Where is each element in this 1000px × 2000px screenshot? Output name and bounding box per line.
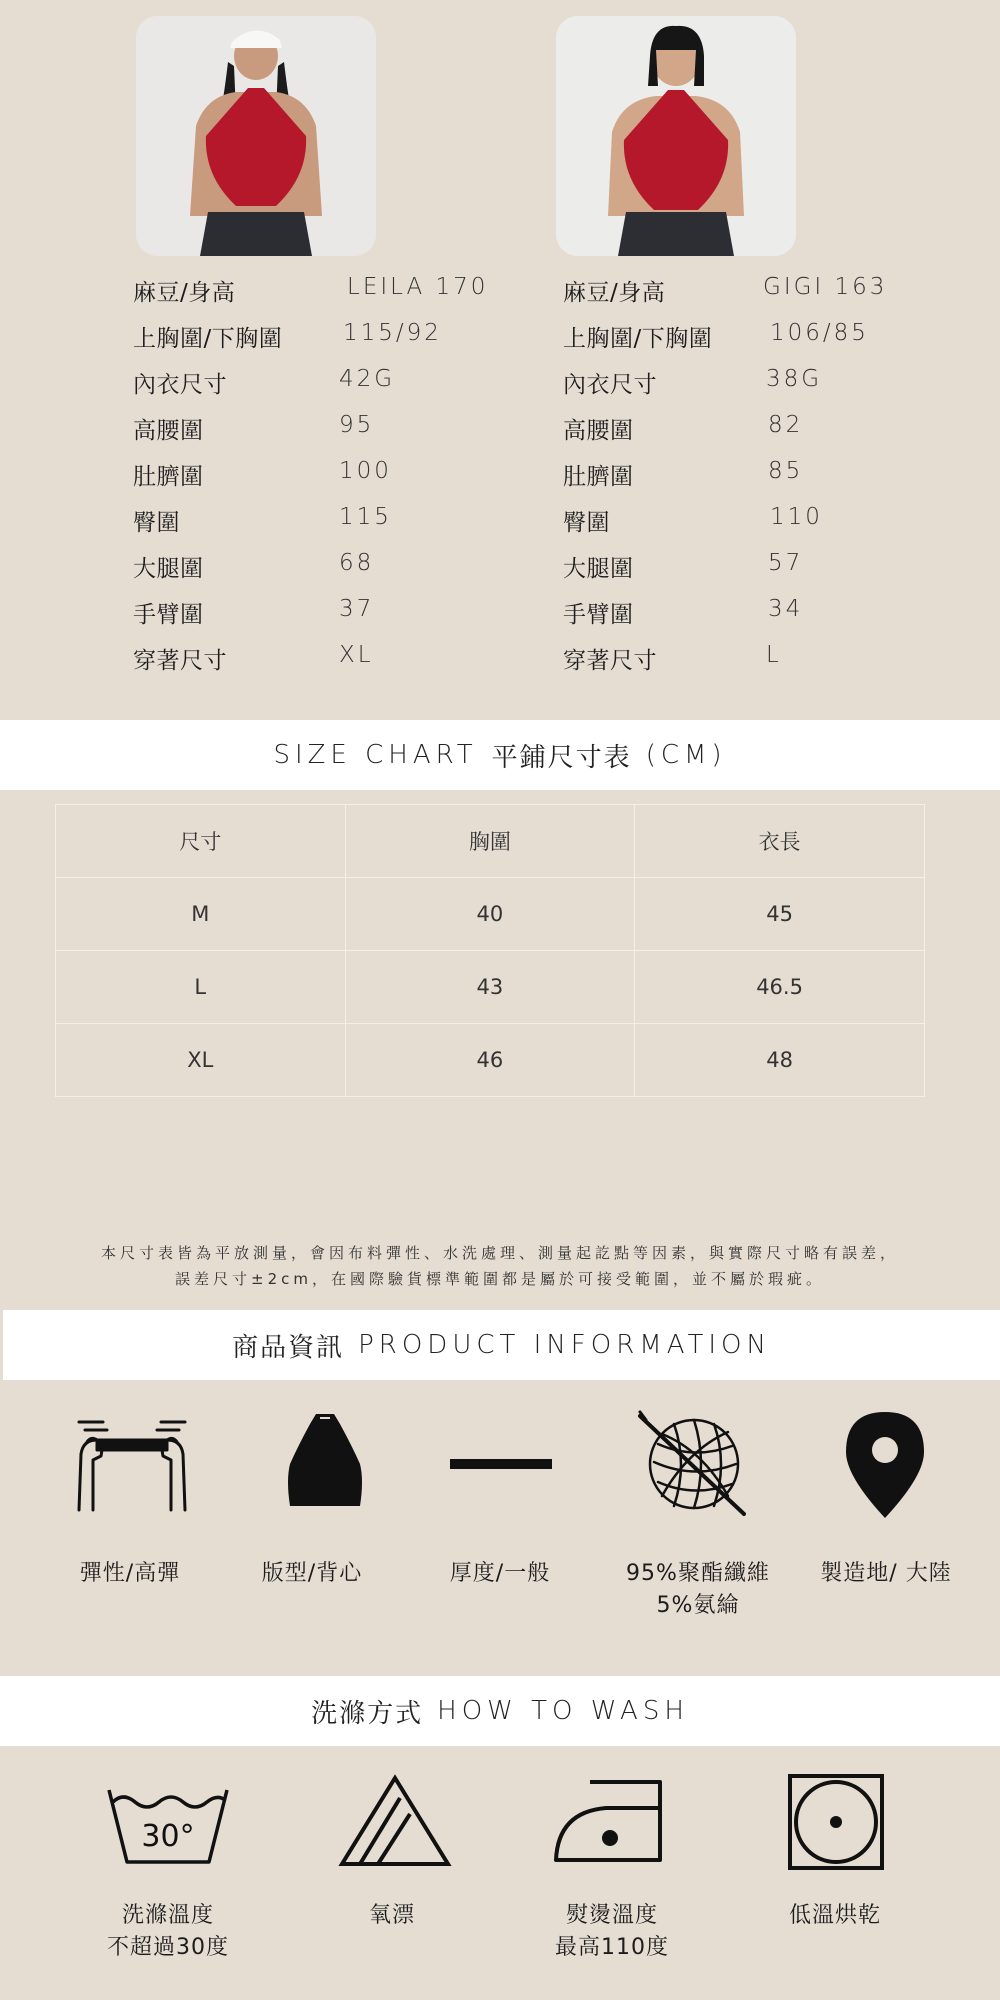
measurement-row: [563, 412, 963, 458]
measurement-row: [563, 642, 963, 688]
iron-icon: [550, 1772, 680, 1872]
note-line: 誤差尺寸±2cm，在國際驗貨標準範圍都是屬於可接受範圍，並不屬於瑕疵。: [175, 1270, 825, 1288]
measurement-value: GIGI 163: [763, 274, 888, 300]
measurement-value: 38G: [766, 366, 823, 392]
size-tolerance-note: [20, 1240, 980, 1292]
measurement-value: 37: [339, 596, 375, 622]
measurement-value: XL: [339, 642, 374, 668]
measurement-value: 100: [339, 458, 392, 484]
product-info-item: [212, 1558, 412, 1590]
table-header-row: [56, 805, 925, 878]
wash-label: 洗滌溫度: [121, 1903, 214, 1928]
measurement-value: 115: [339, 504, 392, 530]
table-cell: 40: [345, 878, 635, 951]
table-cell: L: [56, 951, 346, 1024]
measurement-row: [133, 412, 533, 458]
stretch-fabric-icon: [67, 1410, 197, 1520]
table-row: [56, 951, 925, 1024]
table-row: [56, 1024, 925, 1097]
product-info-item: [598, 1558, 798, 1622]
product-info-label: 製造地/ 大陸: [820, 1561, 952, 1586]
measurement-row: [133, 504, 533, 550]
table-cell: 46: [345, 1024, 635, 1097]
measurement-value: 57: [768, 550, 804, 576]
table-cell: XL: [56, 1024, 346, 1097]
wash-title-en: HOW TO WASH: [437, 1696, 689, 1726]
column-header-chest: 胸圍: [345, 805, 635, 878]
wash-item: [68, 1900, 268, 1964]
measurement-row: [563, 320, 963, 366]
measurement-label: 麻豆/身高: [563, 280, 666, 306]
measurement-row: [133, 320, 533, 366]
measurement-row: [133, 596, 533, 642]
wash-label: 熨燙溫度: [565, 1903, 658, 1928]
product-info-header: [3, 1310, 1000, 1380]
measurement-row: [563, 366, 963, 412]
measurement-value: 115/92: [343, 320, 442, 346]
wash-label-secondary: 最高110度: [555, 1935, 669, 1960]
halter-top-icon: [260, 1410, 390, 1520]
measurement-label: 麻豆/身高: [133, 280, 236, 306]
measurement-row: [563, 274, 963, 320]
measurement-value: 110: [770, 504, 823, 530]
measurement-label: 臀圍: [133, 510, 180, 536]
wash-header: [0, 1676, 1000, 1746]
measurement-row: [133, 366, 533, 412]
measurement-row: [563, 458, 963, 504]
measurement-row: [133, 550, 533, 596]
wash-label: 氧漂: [368, 1903, 415, 1928]
measurement-label: 大腿圍: [563, 556, 634, 582]
wash-label-secondary: 不超過30度: [107, 1935, 229, 1960]
product-info-label-secondary: 5%氨綸: [656, 1593, 740, 1618]
model-measurements-leila: [133, 274, 533, 688]
measurement-value: LEILA 170: [347, 274, 489, 300]
measurement-label: 大腿圍: [133, 556, 204, 582]
measurement-label: 高腰圍: [563, 418, 634, 444]
size-chart-unit: (CM): [645, 740, 727, 770]
measurement-label: 肚臍圍: [133, 464, 204, 490]
measurement-row: [563, 504, 963, 550]
product-info-label: 厚度/一般: [449, 1561, 551, 1586]
size-chart-title-cn: 平鋪尺寸表: [491, 742, 632, 773]
measurement-label: 穿著尺寸: [133, 648, 227, 674]
wash-item: [512, 1900, 712, 1964]
tumble-dry-low-icon: [770, 1772, 900, 1872]
measurement-label: 手臂圍: [563, 602, 634, 628]
measurement-value: 95: [339, 412, 375, 438]
measurement-value: 42G: [339, 366, 396, 392]
model-measurements-gigi: [563, 274, 963, 688]
table-cell: 45: [635, 878, 925, 951]
measurement-value: 85: [768, 458, 804, 484]
column-header-length: 衣長: [635, 805, 925, 878]
bleach-triangle-icon: [330, 1772, 460, 1872]
table-row: [56, 878, 925, 951]
measurement-label: 穿著尺寸: [563, 648, 657, 674]
measurement-row: [133, 642, 533, 688]
measurement-label: 肚臍圍: [563, 464, 634, 490]
measurement-value: 34: [768, 596, 804, 622]
yarn-ball-icon: [632, 1410, 762, 1520]
measurement-value: 82: [768, 412, 804, 438]
product-info-item: [400, 1558, 600, 1590]
size-chart-table: [55, 804, 925, 1097]
table-cell: 43: [345, 951, 635, 1024]
product-info-item: [30, 1558, 230, 1590]
measurement-label: 手臂圍: [133, 602, 204, 628]
measurement-value: 106/85: [770, 320, 869, 346]
measurement-label: 內衣尺寸: [133, 372, 227, 398]
product-info-label: 95%聚酯纖維: [626, 1561, 770, 1586]
location-pin-icon: [820, 1410, 950, 1520]
measurement-row: [563, 550, 963, 596]
table-cell: 48: [635, 1024, 925, 1097]
note-line: 本尺寸表皆為平放測量，會因布料彈性、水洗處理、測量起訖點等因素，與實際尺寸略有誤差，: [100, 1244, 899, 1262]
thickness-line-icon: [436, 1410, 566, 1520]
wash-temperature-text: 30°: [141, 1819, 195, 1854]
product-info-label: 版型/背心: [261, 1561, 363, 1586]
wash-item: [735, 1900, 935, 1932]
size-chart-title-en: SIZE CHART: [273, 740, 478, 770]
column-header-size: 尺寸: [56, 805, 346, 878]
product-info-title-cn: 商品資訊: [232, 1332, 345, 1363]
product-info-title-en: PRODUCT INFORMATION: [358, 1330, 771, 1360]
product-info-label: 彈性/高彈: [79, 1561, 181, 1586]
model-photo-leila: [136, 16, 376, 256]
model-photo-gigi: [556, 16, 796, 256]
product-info-item: [786, 1558, 986, 1590]
table-cell: M: [56, 878, 346, 951]
size-chart-header: [0, 720, 1000, 790]
measurement-label: 高腰圍: [133, 418, 204, 444]
measurement-row: [563, 596, 963, 642]
wash-item: [292, 1900, 492, 1932]
measurement-row: [133, 458, 533, 504]
wash-label: 低溫烘乾: [788, 1903, 881, 1928]
measurement-row: [133, 274, 533, 320]
wash-title-cn: 洗滌方式: [311, 1698, 424, 1729]
measurement-label: 上胸圍/下胸圍: [133, 326, 283, 352]
wash-30-icon: [103, 1772, 233, 1872]
table-cell: 46.5: [635, 951, 925, 1024]
measurement-value: 68: [339, 550, 375, 576]
measurement-value: L: [766, 642, 782, 668]
measurement-label: 內衣尺寸: [563, 372, 657, 398]
measurement-label: 上胸圍/下胸圍: [563, 326, 713, 352]
measurement-label: 臀圍: [563, 510, 610, 536]
